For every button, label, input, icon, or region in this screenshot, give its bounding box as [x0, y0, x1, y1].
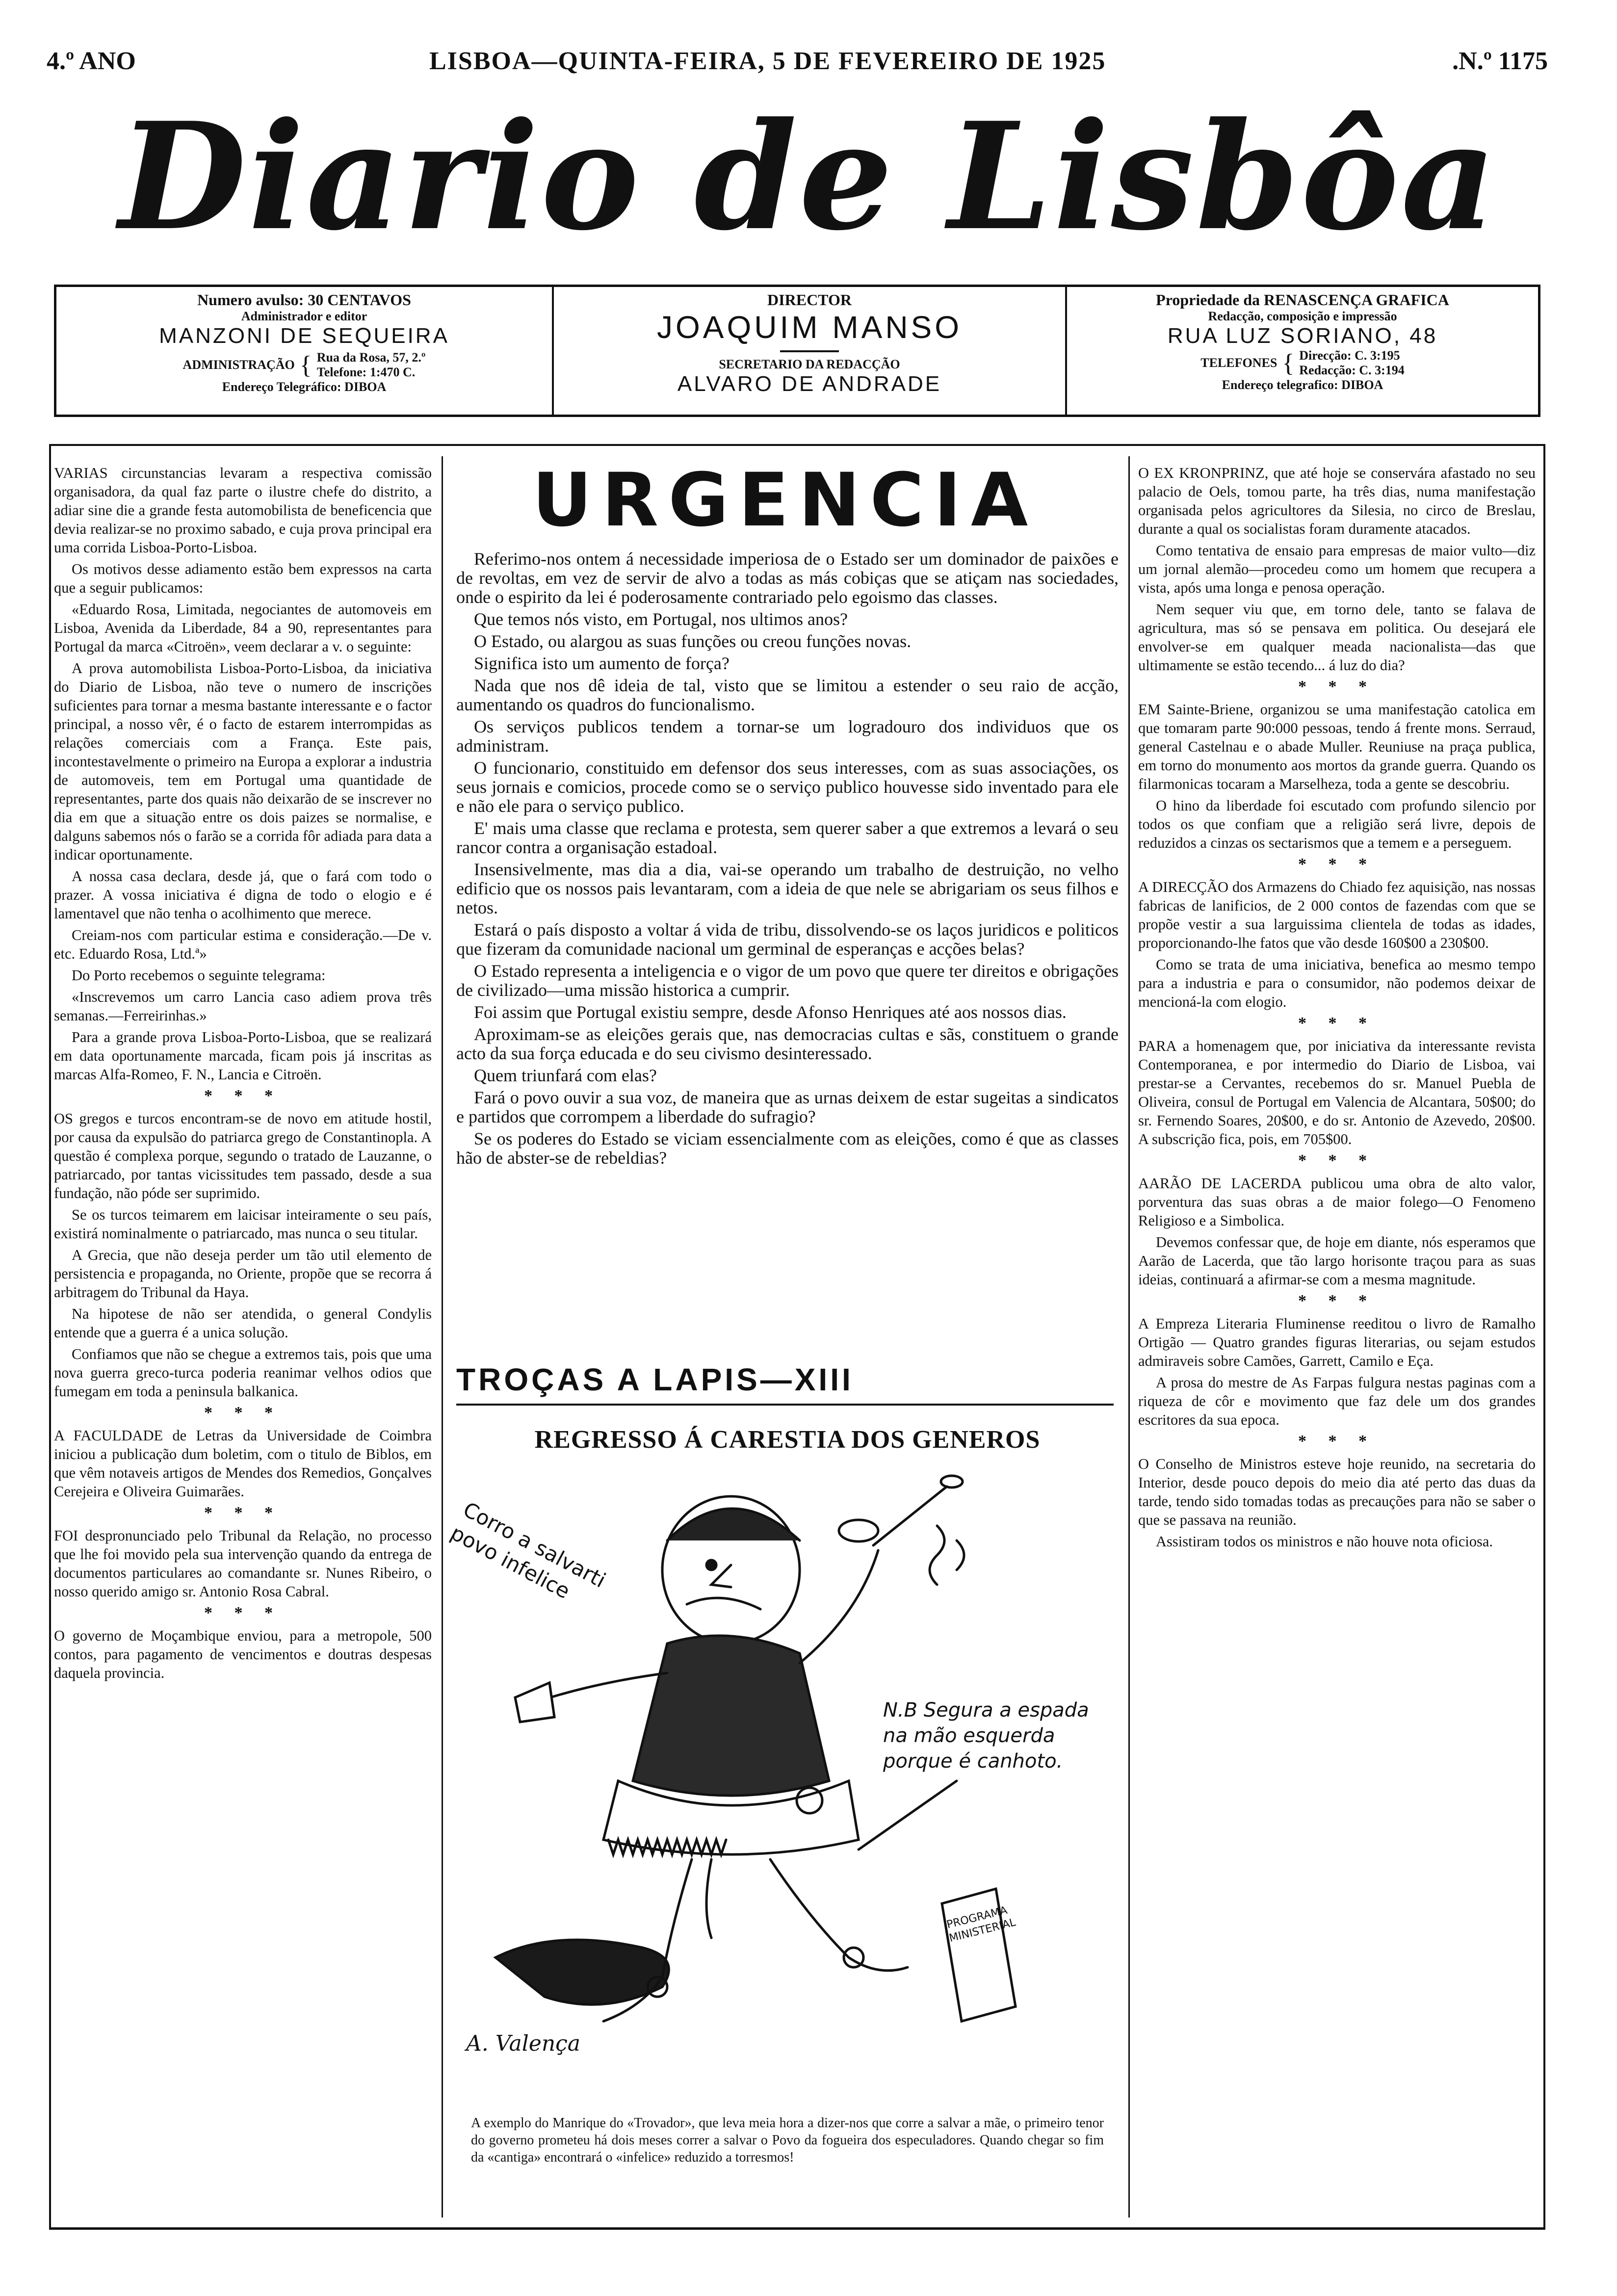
phones: TELEFONES { Direcção: C. 3:195 Redacção: C. 3:194: [1200, 348, 1405, 377]
separator-stars: * * *: [204, 1504, 282, 1522]
paragraph: Para a grande prova Lisboa-Porto-Lisboa, que se realizará em data oportunamente marcada, ficam pois já inscritas as marcas Alfa-Romeo, F. N., Lancia e Citroën.: [54, 1029, 432, 1083]
masthead: [0, 74, 1617, 280]
separator-stars: * * *: [1298, 1292, 1376, 1310]
article-sainte-briene: EM Sainte-Briene, organizou se uma manifestação catolica em que tomaram parte 90:000 pessoas, tendo á frente mons. Serraud, general Castelnau e o abade Muller. Reuniuse na praça publica, em torno do monumento aos mortos da grande guerra. Quando os filarmonicas tocaram a Marselheza, toda a gente se descobriu.: [1138, 701, 1536, 792]
paragraph: A Grecia, que não deseja perder um tão util elemento de persistencia e propaganda, no Oriente, propõe que se recorra á arbitragem do Tribunal da Haya.: [54, 1247, 432, 1301]
paragraph: Os motivos desse adiamento estão bem expressos na carta que a seguir publicamos:: [54, 561, 432, 596]
editorial-paragraph: O Estado representa a inteligencia e o vigor de um povo que quere ter direitos e obrigações de civilizado—uma missão historica a cumprir.: [456, 961, 1119, 1000]
separator-stars: * * *: [1298, 1151, 1376, 1170]
price: Numero avulso: 30 CENTAVOS: [197, 291, 411, 309]
article-automobile: VARIAS circunstancias levaram a respectiva comissão organisadora, da qual faz parte o ilustre chefe do distrito, a adiar sine die a grande festa automobilista de beneficencia que devia realizar-se no proximo sabado, e cuja prova principal era uma corrida Lisboa-Porto-Lisboa.: [54, 465, 432, 556]
separator-stars: * * *: [1298, 855, 1376, 873]
letter-quote: A nossa casa declara, desde já, que o fará com todo o prazer. A vossa iniciativa é digna de todo o elogio e é lamentavel que não tenha o acolhimento que merece.: [54, 868, 432, 922]
column-rule-left: [442, 456, 443, 2218]
separator-stars: * * *: [1298, 1432, 1376, 1450]
cartoon-title: REGRESSO Á CARESTIA DOS GENEROS: [534, 1426, 1041, 1454]
property-telegraph: Endereço telegrafico: DIBOA: [1222, 378, 1383, 392]
article-mozambique: O governo de Moçambique enviou, para a metropole, 500 contos, para pagamento de vencimentos e doutras despesas daquela provincia.: [54, 1627, 432, 1681]
editorial-paragraph: O Estado, ou alargou as suas funções ou creou funções novas.: [474, 631, 912, 651]
paragraph: Do Porto recebemos o seguinte telegrama:: [72, 967, 326, 984]
phone-direction: Direcção: C. 3:195: [1299, 348, 1400, 363]
editorial-paragraph: E' mais uma classe que reclama e protesta, sem querer saber a que extremos a levará o seu rancor contra a organisação estadoal.: [456, 818, 1119, 857]
editorial-paragraph: Os serviços publicos tendem a tornar-se um logradouro dos individuos que os administram.: [456, 717, 1119, 756]
address-line2: Telefone: 1:470 C.: [316, 365, 416, 379]
owner: Propriedade da RENASCENÇA GRAFICA: [1156, 291, 1449, 309]
article-armazens-chiado: A DIRECÇÃO dos Armazens do Chiado fez aquisição, nas nossas fabricas de lanificios, de 2 000 contos de fazendas com que se propõe vestir a sua larguissima clientela de todas as idades, proporcionando-lhe fatos que vão desde 160$00 a 230$00.: [1138, 879, 1536, 951]
cartoon-caption: A exemplo do Manrique do «Trovador», que leva meia hora a dizer-nos que corre a salvar a mãe, o primeiro tenor do governo prometeu há dois meses correr a salvar o Povo da fogueira dos especuladores. Quando chegar so fim da «cantiga» encontrará o «infelice» reduzido a torresmos!: [471, 2115, 1104, 2165]
separator-stars: * * *: [204, 1087, 282, 1105]
masthead-title: Diario de Lisbôa: [118, 90, 1499, 263]
cartoon-series-header: [456, 1361, 1119, 1415]
underline: [456, 1404, 1114, 1406]
cartoon-series-title: TROÇAS A LAPIS—XIII: [456, 1362, 854, 1397]
editorial-paragraph: Significa isto um aumento de força?: [474, 653, 730, 673]
phones-label: TELEFONES: [1200, 356, 1278, 370]
article-ramalho-ortigao: A Empreza Literaria Fluminense reeditou o livro de Ramalho Ortigão — Quatro grandes figuras literarias, ou sejam estudos admiraveis sobre Camões, Garrett, Camilo e Eça.: [1138, 1315, 1536, 1369]
article-coimbra: A FACULDADE de Letras da Universidade de Coimbra iniciou a publicação dum boletim, com o titulo de Biblos, em que vêm notaveis artigos de Mendes dos Remedios, Gonçalves Cerejeira e Oliveira Guimarães.: [54, 1427, 432, 1500]
info-property: [1067, 287, 1538, 415]
separator-stars: * * *: [1298, 678, 1376, 696]
article-kronprinz: O EX KRONPRINZ, que até hoje se conservára afastado no seu palacio de Oels, tomou parte, ha três dias, numa manifestação organisada pelos agricultores da Silesia, no circo de Breslau, durante a qual os socialistas foram duramente atacados.: [1138, 465, 1536, 537]
article-greeks-turks: OS gregos e turcos encontram-se de novo em atitude hostil, por causa da expulsão do patriarca grego de Constantinopla. A questão é complexa porque, segundo o tratado de Lauzanne, o patriarcado, por tantas vicissitudes tem passado, desde a sua fundação, não póde ser suprimido.: [54, 1110, 432, 1201]
paragraph: Nem sequer viu que, em torno dele, tanto se falava de agricultura, mas só se pensava em politica. Ou desejará ele envolver-se em qualquer meada nacionalista—das que ultimamente se estão tecendo... á luz do dia?: [1138, 601, 1536, 674]
cartoon-note: N.B Segura a espada na mão esquerda porque é canhoto.: [883, 1699, 1089, 1773]
info-director: [552, 287, 1067, 415]
editorial-paragraph: Que temos nós visto, em Portugal, nos ultimos anos?: [474, 609, 848, 629]
paragraph: A prosa do mestre de As Farpas fulgura nestas paginas com a riqueza de côr e movimento que faz dele um dos grandes escritores da sua epoca.: [1138, 1374, 1536, 1428]
artist-signature: A. Valença: [466, 2031, 581, 2056]
address-line1: Rua da Rosa, 57, 2.º: [316, 350, 426, 365]
paragraph: Como tentativa de ensaio para empresas de maior vulto—diz um jornal alemão—procedeu como um homem que recupera a vista, após uma longa e penosa operação.: [1138, 542, 1536, 596]
letter-quote: A prova automobilista Lisboa-Porto-Lisboa, da iniciativa do Diario de Lisboa, não teve o numero de inscrições suficientes para tornar a mesma bastante interessante e o factor principal, a nosso vêr, é o facto de estarem interrompidas as relações comerciais com a França. Este pais, incontestavelmente o primeiro na Europa a explorar a industria de automoveis, tem em Portugal uma quantidade de representantes, parte dos quais não deixarão de se inscrever no dia em que a situação entre os dois paizes se normalise, e dalguns sabemos nós o farão se a corrida fôr adiada para data a indicar oportunamente.: [54, 660, 432, 863]
telegram-quote: «Inscrevemos um carro Lancia caso adiem prova três semanas.—Ferreirinhas.»: [54, 989, 432, 1024]
property-address: RUA LUZ SORIANO, 48: [1167, 324, 1438, 348]
headline-wrap: [451, 456, 1119, 559]
left-column: [54, 464, 432, 2225]
paragraph: Se os turcos teimarem em laicisar inteiramente o seu país, existirá nominalmente o patriarcado, mas nunca o seu titular.: [54, 1206, 432, 1242]
divider: [780, 350, 839, 352]
separator-stars: * * *: [204, 1404, 282, 1422]
editorial-paragraph: Referimo-nos ontem á necessidade imperiosa de o Estado ser um dominador de paixões e de revoltas, em vez de servir de alvo a todas as más cobiças que se atiçam nas sociedades, onde o espirito da lei é poderosamente contrariado pelo egoismo das classes.: [456, 549, 1119, 607]
director-label: DIRECTOR: [767, 291, 852, 309]
director-name: JOAQUIM MANSO: [656, 310, 963, 345]
services: Redacção, composição e impressão: [1208, 309, 1397, 323]
paragraph: Confiamos que não se chegue a extremos tais, pois que uma nova guerra greco-turca poderia reanimar velhos odios que fumegam em toda a peninsula balkanica.: [54, 1346, 432, 1400]
address-label: ADMINISTRAÇÃO: [183, 358, 295, 372]
article-aarao-lacerda: AARÃO DE LACERDA publicou uma obra de alto valor, porventura das suas obras a de maior folego—O Fenomeno Religioso e a Simbolica.: [1138, 1175, 1536, 1229]
year-label: 4.º ANO: [47, 47, 136, 75]
letter-quote: «Eduardo Rosa, Limitada, negociantes de automoveis em Lisboa, Avenida da Liberdade, 84 a 90, representantes para Portugal da marca «Citroën», veem declarar a v. o seguinte:: [54, 601, 432, 655]
phone-redaction: Redacção: C. 3:194: [1299, 363, 1405, 377]
secretary-label: SECRETARIO DA REDACÇÃO: [719, 357, 900, 371]
editorial-paragraph: O funcionario, constituido em defensor dos seus interesses, com as suas associações, os seus jornais e comicios, procede como se o serviço publico houvesse sido inventado para ele e não ele para o serviço publico.: [456, 758, 1119, 816]
editorial-paragraph: Estará o país disposto a voltar á vida de tribu, dissolvendo-se os laços juridicos e politicos que fizeram da comunidade nacional um germinal de esperanças e acções belas?: [456, 920, 1119, 959]
editorial-paragraph: Insensivelmente, mas dia a dia, vai-se operando um trabalho de destruição, no velho edificio que os nossos pais levantaram, com a ideia de que nele se abrigariam os seus filhos e netos.: [456, 860, 1119, 917]
paragraph: O hino da liberdade foi escutado com profundo silencio por todos os que confiam que a religião será livre, depois de reduzidos a cinzas os sectarismos que a temem e a perseguem.: [1138, 797, 1536, 851]
separator-stars: * * *: [204, 1604, 282, 1622]
secretary-name: ALVARO DE ANDRADE: [677, 372, 942, 396]
left-rule: [49, 444, 51, 2230]
bottom-rule: [49, 2227, 1545, 2230]
headline-urgencia: URGENCIA: [532, 458, 1038, 543]
article-tribunal: FOI despronunciado pelo Tribunal da Relação, no processo que lhe foi movido pela sua intervenção quando da entrega de documentos particulares ao comandante sr. Nunes Ribeiro, o nosso querido amigo sr. Antonio Rosa Cabral.: [54, 1527, 432, 1600]
editorial-paragraph: Foi assim que Portugal existiu sempre, desde Afonso Henriques até aos nossos dias.: [474, 1002, 1067, 1022]
admin-name: MANZONI DE SEQUEIRA: [159, 324, 449, 348]
right-rule: [1543, 444, 1545, 2230]
admin-label: Administrador e editor: [241, 309, 367, 323]
separator-stars: * * *: [1298, 1014, 1376, 1032]
date-text: LISBOA—QUINTA-FEIRA, 5 DE FEVEREIRO DE 1925: [429, 47, 1106, 75]
speech-text: Corro a salvarti povo infelice: [446, 1497, 610, 1604]
editorial-paragraph: Fará o povo ouvir a sua voz, de maneira que as urnas deixem de estar sugeitas a sindicatos e partidos que corrompem a liberdade do sufragio?: [456, 1088, 1119, 1126]
paragraph: Na hipotese de não ser atendida, o general Condylis entende que a guerra é a unica solução.: [54, 1305, 432, 1341]
info-box: [54, 285, 1540, 417]
editorial-paragraph: Nada que nos dê ideia de tal, visto que se limitou a estender o seu raio de acção, aumentando os quadros do funcionalismo.: [456, 676, 1119, 714]
paragraph: Devemos confessar que, de hoje em diante, nós esperamos que Aarão de Lacerda, que tão largo horisonte traçou para as suas ideias, continuará a afirmar-se com a mesma magnitude.: [1138, 1234, 1536, 1288]
paragraph: Assistiram todos os ministros e não houve nota oficiosa.: [1156, 1533, 1493, 1550]
editorial: [456, 549, 1119, 1354]
editorial-paragraph: Aproximam-se as eleições gerais que, nas democracias cultas e sãs, constituem o grande acto da sua força educada e do seu civismo desinteressado.: [456, 1024, 1119, 1063]
info-admin: [56, 287, 552, 415]
program-sign: PROGRAMA MINISTERIAL: [945, 1904, 1017, 1945]
letter-quote: Creiam-nos com particular estima e consideração.—De v. etc. Eduardo Rosa, Ltd.ª»: [54, 927, 432, 962]
editorial-paragraph: Se os poderes do Estado se viciam essencialmente com as eleições, como é que as classes hão de abster-se de rebeldias?: [456, 1129, 1119, 1168]
paragraph: Como se trata de uma iniciativa, benefica ao mesmo tempo para a industria e para o consumidor, não podemos deixar de mencioná-la com elogio.: [1138, 956, 1536, 1010]
article-conselho-ministros: O Conselho de Ministros esteve hoje reunido, na secretaria do Interior, desde pouco depois do meio dia até perto das duas da tarde, tendo sido tomadas todas as precauções para não se saber o que se passava na reunião.: [1138, 1456, 1536, 1528]
admin-telegraph: Endereço Telegráfico: DIBOA: [222, 380, 387, 394]
article-cervantes: PARA a homenagem que, por iniciativa da interessante revista Contemporanea, e por intermedio do Diario de Lisboa, vai prestar-se a Cervantes, recebemos do sr. Manuel Puebla de Oliveira, consul de Portugal em Valencia de Alcantara, 50$00; do sr. Fernendo Soares, 20$00, e do sr. Antonio de Azevedo, 20$00. A subscrição fica, pois, em 705$00.: [1138, 1038, 1536, 1148]
editorial-paragraph: Quem triunfará com elas?: [474, 1066, 657, 1085]
column-rule-right: [1128, 456, 1130, 2218]
cartoon-illustration: [446, 1467, 1119, 2105]
top-rule: [49, 444, 1545, 446]
admin-address: ADMINISTRAÇÃO { Rua da Rosa, 57, 2.º Telefone: 1:470 C.: [183, 350, 426, 379]
right-column: [1138, 464, 1536, 2225]
issue-number: .N.º 1175: [1452, 47, 1548, 75]
